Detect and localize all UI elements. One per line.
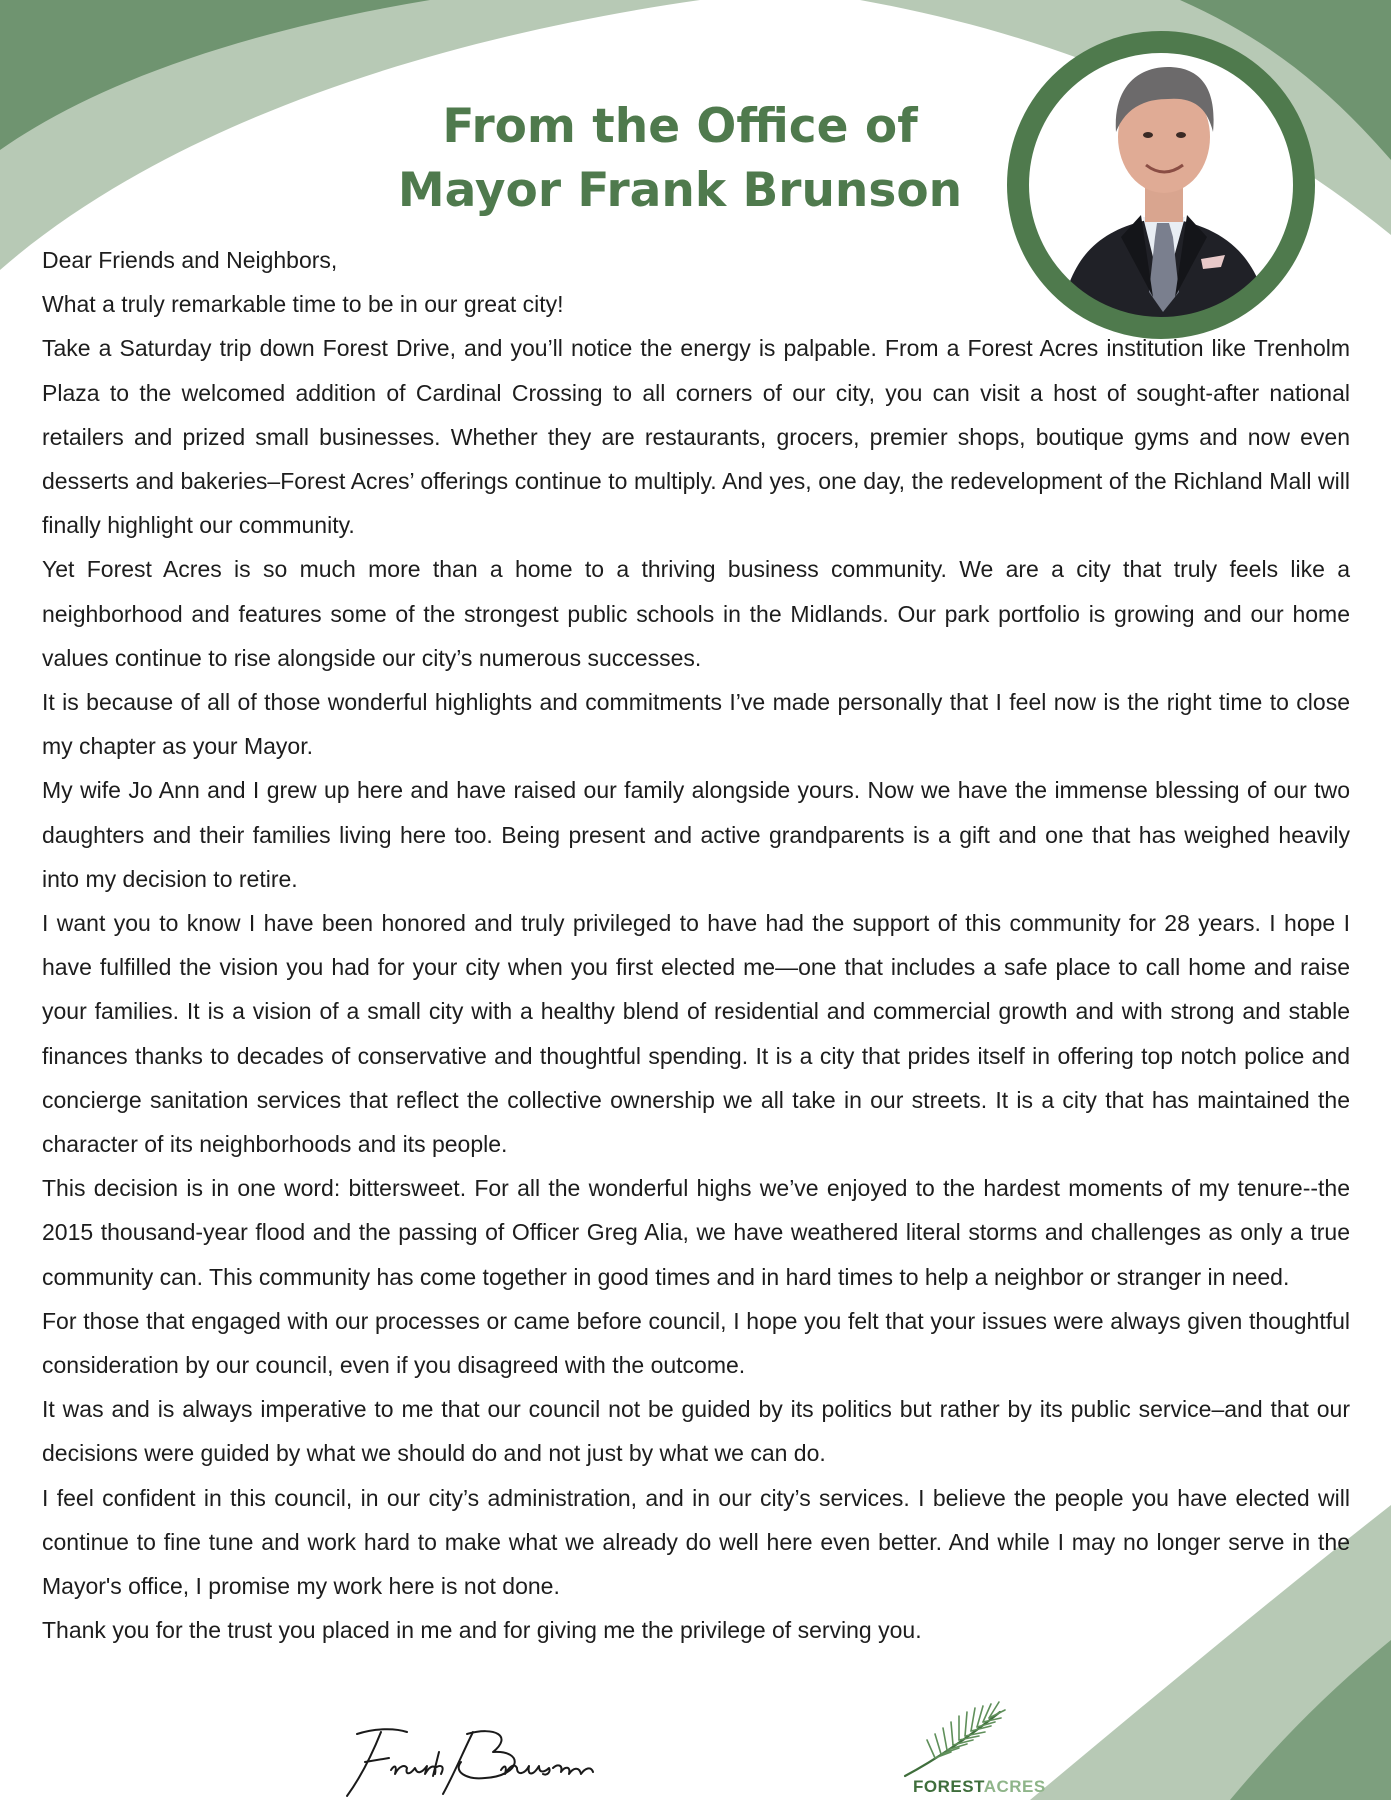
letter-paragraph: I want you to know I have been honored and truly privileged to have had the support of this community for 28 years. I hope I have fulfilled the vision you had for your city when you first elected me—one that includes a safe place to call home and raise your families. It is a vision of a small city with a healthy blend of residential and commercial growth and with strong and stable finances thanks to decades of conservative and thoughtful spending. It is a city that prides itself in offering top notch police and concierge sanitation services that reflect the collective ownership we all take in our streets. It is a city that has maintained the character of its neighborhoods and its people.: [42, 910, 1350, 1158]
letter-paragraph: I feel confident in this council, in our city’s administration, and in our city’s services. I believe the people you have elected will continue to fine tune and work hard to make what we already do well here even better. And while I may no longer serve in the Mayor's office, I promise my work here is not done.: [42, 1484, 1350, 1600]
forest-acres-logo: [875, 1700, 1050, 1798]
pine-branch-icon: [875, 1700, 1050, 1780]
letter-paragraph: Dear Friends and Neighbors,: [42, 247, 338, 273]
letter-paragraph: Yet Forest Acres is so much more than a home to a thriving business community. We are a city that truly feels like a neighborhood and features some of the strongest public schools in the Midlands. Our park portfolio is growing and our home values continue to rise alongside our city’s numerous successes.: [42, 556, 1350, 671]
title-line-1: From the Office of: [442, 99, 918, 154]
page-title: [330, 95, 1030, 223]
letter-paragraph: For those that engaged with our processes or came before council, I hope you felt that your issues were always given thoughtful consideration by our council, even if you disagreed with the outcome.: [42, 1307, 1350, 1379]
letter-paragraph: It was and is always imperative to me that our council not be guided by its politics but rather by its public service–and that our decisions were guided by what we should do and not just by what we can do.: [42, 1396, 1350, 1467]
signature-frank-brunson: [335, 1722, 595, 1800]
letter-paragraph: It is because of all of those wonderful highlights and commitments I’ve made personally that I feel now is the right time to close my chapter as your Mayor.: [42, 689, 1350, 760]
letter-paragraph: This decision is in one word: bittersweet. For all the wonderful highs we’ve enjoyed to the hardest moments of my tenure--the 2015 thousand-year flood and the passing of Officer Greg Alia, we have weathered literal storms and challenges as only a true community can. This community has come together in good times and in hard times to help a neighbor or stranger in need.: [42, 1175, 1350, 1290]
title-line-2: Mayor Frank Brunson: [397, 163, 963, 218]
letter-body: [42, 238, 1350, 1653]
logo-wordmark: [913, 1777, 1046, 1797]
letter-paragraph: What a truly remarkable time to be in our great city!: [42, 291, 564, 318]
logo-word-acres: ACRES: [983, 1777, 1046, 1796]
logo-word-forest: FOREST: [913, 1777, 984, 1796]
letter-paragraph: Thank you for the trust you placed in me and for giving me the privilege of serving you.: [42, 1617, 922, 1644]
letter-paragraph: Take a Saturday trip down Forest Drive, and you’ll notice the energy is palpable. From a Forest Acres institution like Trenholm Plaza to the welcomed addition of Cardinal Crossing to all corners of our city, you can visit a host of sought-after national retailers and prized small businesses. Whether they are restaurants, grocers, premier shops, boutique gyms and now even desserts and bakeries–Forest Acres’ offerings continue to multiply. And yes, one day, the redevelopment of the Richland Mall will finally highlight our community.: [42, 335, 1350, 539]
letter-paragraph: My wife Jo Ann and I grew up here and have raised our family alongside yours. Now we have the immense blessing of our two daughters and their families living here too. Being present and active grandparents is a gift and one that has weighed heavily into my decision to retire.: [42, 777, 1350, 892]
